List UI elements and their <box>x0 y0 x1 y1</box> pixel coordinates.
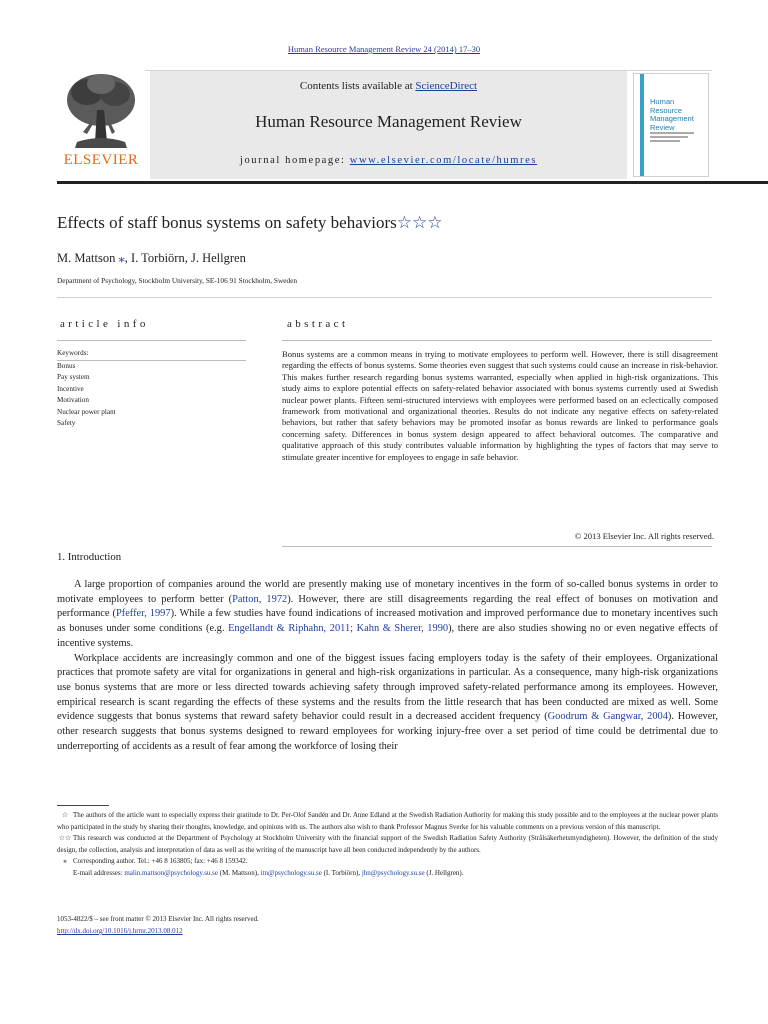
copyright-rule <box>282 546 712 547</box>
affiliation-rule <box>57 297 712 298</box>
keyword-item: Bonus <box>57 361 76 370</box>
email-link[interactable]: malin.mattson@psychology.su.se <box>124 868 219 877</box>
introduction-body <box>57 578 718 754</box>
author-rest: , I. Torbiörn, J. Hellgren <box>124 251 246 265</box>
cover-title: Human Resource Management Review <box>650 97 694 132</box>
citation-link[interactable]: Pfeffer, 1997 <box>115 608 171 620</box>
email-label: E-mail addresses: <box>73 868 123 877</box>
text-run: ). While a few studies have found indications of increased motivation and improved performance due to monetary incentives such as bonuses under some conditions (e.g. <box>57 608 718 635</box>
banner-bottom-rule <box>57 181 768 184</box>
footnote-1 <box>57 810 718 833</box>
homepage-prefix: journal homepage: <box>239 155 346 166</box>
author-list <box>57 250 246 266</box>
article-title-text: Effects of staff bonus systems on safety behaviors <box>57 213 397 232</box>
article-info-heading: article info <box>60 318 149 330</box>
abstract-copyright: © 2013 Elsevier Inc. All rights reserved. <box>574 531 714 541</box>
keyword-item: Nuclear power plant <box>57 407 116 416</box>
citation-link[interactable]: Patton, 1972 <box>232 593 288 605</box>
footnotes <box>57 810 718 880</box>
paragraph-1 <box>57 578 718 652</box>
paragraph-2 <box>57 652 718 755</box>
citation-link[interactable]: Engellandt & Riphahn, 2011; Kahn & Sherer, 1990 <box>228 623 449 635</box>
footnote-mark: ☆ <box>61 811 69 819</box>
footnote-text: The authors of the article want to especially express their gratitude to Dr. Per-Olof Sandén and Dr. Anne Edland at the Swedish Radiation Authority for making this study possible and to the employees at the nuclear power plants who participated in the study by sharing their thoughts, knowledge, and opinions with us. The authors also wish to thank Professor Magnus Sverke for his valuable comments on a previous version of this manuscript. <box>57 811 718 831</box>
title-footnote-marks[interactable]: ☆☆☆ <box>396 213 443 232</box>
contents-prefix: Contents lists available at <box>299 80 413 92</box>
keywords-block <box>57 348 246 430</box>
keyword-item: Incentive <box>57 384 84 393</box>
affiliation: Department of Psychology, Stockholm University, SE-106 91 Stockholm, Sweden <box>57 276 298 285</box>
footnote-mark: ⁎ <box>63 857 67 866</box>
text-run: ). However, other research suggests that bonus systems designed to reward employees for working injury-free over a set period of time could be detrimental due to underreporting of accidents as a result of fear among the workforce of losing their <box>57 711 719 752</box>
article-info-rule <box>57 340 246 341</box>
footnote-emails <box>57 868 718 880</box>
keywords-label: Keywords: <box>57 349 89 357</box>
footnote-text: This research was conducted at the Department of Psychology at Stockholm University with the financial support of the Swedish Radiation Safety Authority (Strålsäkerhetsmyndigheten). However, the definition of the study design, the collection, analysis and interpretation of data as well as the writing of the manuscript have all been conducted independently by the authors. <box>57 834 718 854</box>
contents-line <box>150 80 627 92</box>
email-owner: (I. Torbiörn), <box>321 868 362 877</box>
cover-subtitle-lines <box>650 132 700 142</box>
section-heading-introduction: 1. Introduction <box>57 551 122 563</box>
author-first: M. Mattson <box>57 251 116 265</box>
issn-line: 1053-4822/$ – see front matter © 2013 Elsevier Inc. All rights reserved. <box>57 915 259 923</box>
article-title <box>57 213 443 233</box>
journal-title: Human Resource Management Review <box>255 112 522 131</box>
bottom-matter <box>57 913 259 937</box>
abstract-text: Bonus systems are a common means in trying to motivate employees to perform well. However, there is still disagreement regarding the effects of bonus systems. Some theories even suggest that such systems could cause an increase in risk-behavior. This makes further research regarding bonus systems warranted, especially when applied in high-risk organizations. This study aims to explore potential effects on safety-related behavior associated with bonus systems currently used at Swedish nuclear power plants. Fifteen semi-structured interviews with employees were performed based on an eclectically composed framework from motivational and organizational theories. Results do not indicate any negative effects on safety-related behaviors, but rather that safety behaviors may be promoted insofar as bonus rewards are linked to performance goals concerning safety. Differences in bonus system design appeared to affect behavioral outcomes. The comparative and qualitative approach of this study contributes valuable information by highlighting the types of factors that may serve to stimulate greater incentive for employees to engage in safe behavior. <box>282 349 718 462</box>
cover-stripe <box>640 74 644 176</box>
text-run: ). However, there are still disagreements regarding the real effect of bonuses on motivation and performance ( <box>57 593 718 620</box>
text-run: Workplace accidents are increasingly common and one of the biggest issues facing employers today is the safety of their employees. Organizational practices that promote safety are vital for organizations in general and high-risk organizations in particular. As a consequence, many high-risk organizations use bonus systems that are more or less directed towards achieving safety through improved safety-related performance among its employees. However, empirical research is scant regarding the effects of these systems and the results from the little research that has been conducted are mixed as well. Some evidence suggests that bonus systems that reward safety behavior could result in a decreased accident frequency ( <box>57 652 718 723</box>
keyword-item: Safety <box>57 419 76 427</box>
abstract-rule <box>282 340 712 341</box>
footnote-text: Corresponding author. Tel.: +46 8 163805; fax: +46 8 159342. <box>73 857 248 866</box>
journal-homepage <box>150 155 627 166</box>
journal-cover-image <box>633 73 709 177</box>
footnote-rule <box>57 805 109 806</box>
abstract-heading: abstract <box>287 318 349 330</box>
citation-link[interactable]: Goodrum & Gangwar, 2004 <box>547 711 668 723</box>
text-run: A large proportion of companies around the world are presently making use of monetary incentives in the form of so-called bonus systems in order to motivate employees to perform better ( <box>57 579 718 605</box>
email-owner: (M. Mattson), <box>218 868 261 877</box>
footnote-3 <box>57 856 718 868</box>
email-owner: (J. Hellgren). <box>424 868 464 877</box>
text-run: ), there are also studies showing no or even negative effects of incentive systems. <box>57 623 718 649</box>
elsevier-wordmark: ELSEVIER <box>63 152 139 168</box>
keyword-item: Motivation <box>57 396 89 404</box>
email-link[interactable]: itn@psychology.su.se <box>260 868 322 877</box>
journal-reference[interactable]: Human Resource Management Review 24 (2014) 17–30 <box>287 44 481 54</box>
keyword-item: Pay system <box>57 373 90 381</box>
sciencedirect-link[interactable]: ScienceDirect <box>415 80 478 92</box>
corresponding-author-mark[interactable]: ⁎ <box>118 251 125 265</box>
footnote-2 <box>57 833 718 856</box>
email-link[interactable]: jhn@psychology.su.se <box>361 868 425 877</box>
doi-link[interactable]: http://dx.doi.org/10.1016/j.hrmr.2013.08.012 <box>57 927 183 935</box>
homepage-link[interactable]: www.elsevier.com/locate/humres <box>349 155 538 166</box>
footnote-mark: ☆☆ <box>58 834 72 843</box>
